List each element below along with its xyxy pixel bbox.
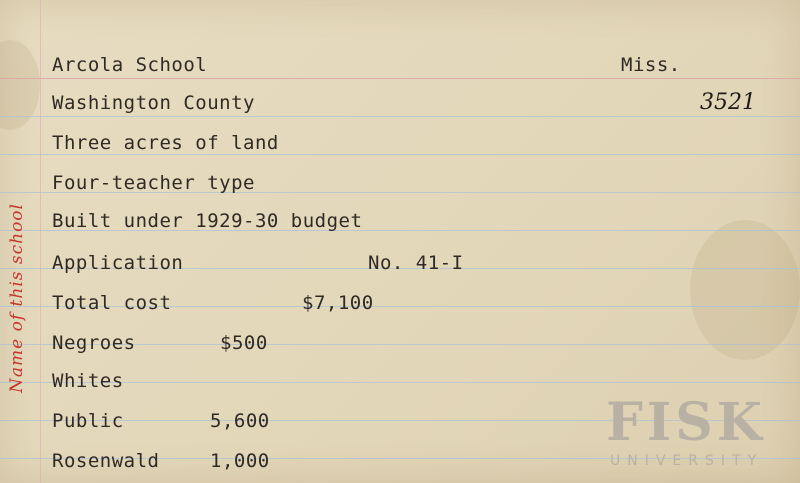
margin-note-text: Name of this school <box>7 203 27 393</box>
logo-subtitle: UNIVERSITY <box>610 453 764 469</box>
land-line: Three acres of land <box>52 132 279 154</box>
type-line: Four-teacher type <box>52 172 255 194</box>
public-label: Public <box>52 410 124 432</box>
county-line: Washington County <box>52 92 255 114</box>
ruled-line <box>0 154 800 155</box>
total-cost-value: $7,100 <box>302 292 374 314</box>
card-number: 3521 <box>700 90 756 115</box>
logo-wordmark: FISK <box>606 392 766 453</box>
paper-stain <box>690 220 800 360</box>
rosenwald-value: 1,000 <box>210 450 270 472</box>
school-name: Arcola School <box>52 54 208 76</box>
margin-note <box>4 118 30 478</box>
rosenwald-label: Rosenwald <box>52 450 160 472</box>
whites-label: Whites <box>52 370 124 392</box>
application-label: Application <box>52 252 184 274</box>
fisk-university-logo <box>606 392 792 475</box>
margin-rule <box>40 0 41 483</box>
state-abbrev: Miss. <box>621 54 681 76</box>
public-value: 5,600 <box>210 410 270 432</box>
ruled-line <box>0 116 800 117</box>
red-header-rule <box>0 78 800 79</box>
negroes-value: $500 <box>220 332 268 354</box>
application-number: No. 41-I <box>368 252 464 274</box>
budget-line: Built under 1929-30 budget <box>52 210 363 232</box>
negroes-label: Negroes <box>52 332 136 354</box>
total-cost-label: Total cost <box>52 292 172 314</box>
